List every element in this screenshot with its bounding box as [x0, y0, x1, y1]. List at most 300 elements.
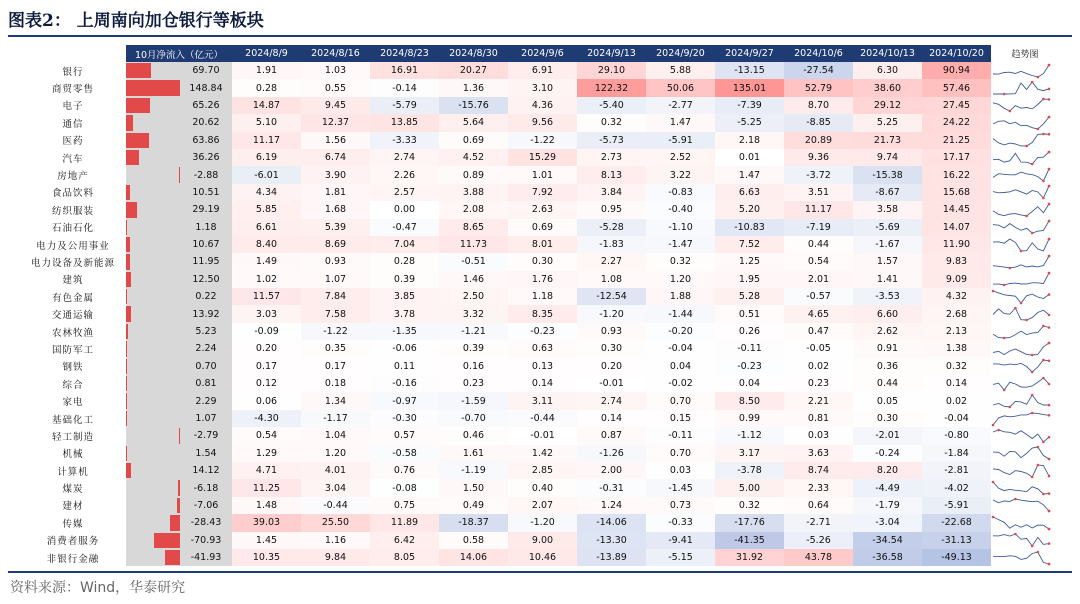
week-value: 3.03 — [232, 305, 301, 322]
week-value: -1.10 — [646, 219, 715, 236]
trend-sparkline-cell — [991, 97, 1059, 114]
sector-label: 国防军工 — [51, 344, 94, 356]
flow-value: 2.24 — [180, 340, 232, 357]
flow-bar-cell — [126, 114, 180, 131]
trend-sparkline — [991, 411, 1051, 427]
flow-value: -6.18 — [180, 479, 232, 496]
sparkline-point — [1048, 255, 1051, 258]
week-value: -0.06 — [370, 340, 439, 357]
week-value: 2.13 — [922, 323, 991, 340]
week-value: 2.62 — [853, 323, 922, 340]
sparkline-point — [1042, 359, 1045, 362]
week-value: 3.32 — [439, 305, 508, 322]
week-value: 10.46 — [508, 549, 577, 566]
week-value: 122.32 — [577, 79, 646, 96]
week-value: 6.60 — [853, 305, 922, 322]
week-value: 9.74 — [853, 149, 922, 166]
trend-sparkline — [991, 97, 1051, 113]
table-row — [20, 219, 1059, 236]
trend-sparkline — [991, 515, 1051, 531]
week-value: 8.35 — [508, 305, 577, 322]
week-value: 4.32 — [922, 288, 991, 305]
flow-value: 11.95 — [180, 253, 232, 270]
flow-header: 10月净流入（亿元） — [126, 45, 232, 62]
week-value: 0.02 — [922, 392, 991, 409]
week-value: 21.25 — [922, 132, 991, 149]
trend-sparkline — [991, 550, 1051, 566]
trend-sparkline-cell — [991, 79, 1059, 96]
week-value: 0.13 — [508, 358, 577, 375]
week-value: -0.57 — [784, 288, 853, 305]
sparkline-line — [993, 273, 1049, 285]
week-value: -0.01 — [508, 427, 577, 444]
week-value: 0.30 — [508, 253, 577, 270]
flow-value: 0.81 — [180, 375, 232, 392]
trend-sparkline-cell — [991, 479, 1059, 496]
flow-bar-cell — [126, 184, 180, 201]
flow-bar-cell — [126, 479, 180, 496]
week-value: 21.73 — [853, 132, 922, 149]
week-value: 2.26 — [370, 166, 439, 183]
week-value: 16.22 — [922, 166, 991, 183]
trend-sparkline-cell — [991, 358, 1059, 375]
flow-bar — [126, 133, 149, 148]
week-value: 3.84 — [577, 184, 646, 201]
week-value: -1.19 — [439, 462, 508, 479]
flow-bar — [179, 167, 180, 182]
flow-bar-cell — [126, 532, 180, 549]
flow-bar — [126, 150, 139, 165]
table-row — [20, 340, 1059, 357]
trend-sparkline-cell — [991, 219, 1059, 236]
trend-sparkline-cell — [991, 323, 1059, 340]
week-value: 0.00 — [370, 201, 439, 218]
week-value: -1.26 — [577, 445, 646, 462]
sparkline-point — [1003, 284, 1006, 287]
week-value: 1.47 — [646, 114, 715, 131]
trend-sparkline-cell — [991, 201, 1059, 218]
sparkline-point — [1048, 382, 1051, 385]
week-value: 7.84 — [301, 288, 370, 305]
week-value: -0.05 — [784, 340, 853, 357]
week-value: 0.06 — [232, 392, 301, 409]
week-value: 1.81 — [301, 184, 370, 201]
table-row — [20, 62, 1059, 79]
flow-bar-cell — [126, 497, 180, 514]
week-value: 3.88 — [439, 184, 508, 201]
flow-value: 0.70 — [180, 358, 232, 375]
week-value: 29.10 — [577, 62, 646, 79]
trend-sparkline — [991, 497, 1051, 513]
week-value: 3.10 — [508, 79, 577, 96]
sparkline-point — [1048, 99, 1051, 102]
week-value: 52.79 — [784, 79, 853, 96]
flow-bar-cell — [126, 410, 180, 427]
week-value: -0.58 — [370, 445, 439, 462]
week-value: -7.39 — [715, 97, 784, 114]
week-value: 0.81 — [784, 410, 853, 427]
week-value: -2.81 — [922, 462, 991, 479]
week-value: -0.23 — [508, 323, 577, 340]
week-value: 1.61 — [439, 445, 508, 462]
week-value: 2.68 — [922, 305, 991, 322]
sparkline-point — [1048, 314, 1051, 317]
sparkline-line — [993, 552, 1049, 564]
sparkline-point — [1037, 550, 1040, 553]
trend-sparkline-cell — [991, 514, 1059, 531]
week-value: -27.54 — [784, 62, 853, 79]
sector-label: 有色金属 — [51, 292, 94, 304]
flow-bar-cell — [126, 323, 180, 340]
week-value: 2.08 — [439, 201, 508, 218]
week-value: 2.33 — [784, 479, 853, 496]
week-value: 5.25 — [853, 114, 922, 131]
week-value: 5.64 — [439, 114, 508, 131]
flow-bar — [154, 533, 180, 548]
flow-bar-cell — [126, 305, 180, 322]
trend-sparkline — [991, 167, 1051, 183]
sparkline-point — [1048, 116, 1051, 119]
trend-sparkline-cell — [991, 392, 1059, 409]
sector-label: 计算机 — [57, 466, 89, 478]
week-value: 1.25 — [715, 253, 784, 270]
week-value: 11.57 — [232, 288, 301, 305]
sparkline-point — [1048, 360, 1051, 363]
week-value: -1.22 — [301, 323, 370, 340]
week-value: 10.35 — [232, 549, 301, 566]
sector-label: 钢铁 — [62, 362, 84, 374]
flow-bar — [126, 359, 127, 374]
table-row — [20, 132, 1059, 149]
trend-sparkline-cell — [991, 253, 1059, 270]
flow-bar-cell — [126, 375, 180, 392]
week-header: 2024/9/20 — [646, 45, 715, 62]
sparkline-point — [1031, 371, 1034, 374]
flow-bar — [126, 254, 130, 269]
week-value: 3.11 — [508, 392, 577, 409]
week-value: 2.50 — [439, 288, 508, 305]
week-value: 0.70 — [646, 445, 715, 462]
sector-label: 轻工制造 — [51, 431, 94, 443]
sparkline-line — [993, 239, 1049, 251]
week-value: 2.18 — [715, 132, 784, 149]
week-header: 2024/9/6 — [508, 45, 577, 62]
week-value: 0.44 — [784, 236, 853, 253]
trend-sparkline-cell — [991, 149, 1059, 166]
flow-bar — [126, 446, 127, 461]
week-header: 2024/8/30 — [439, 45, 508, 62]
sparkline-point — [1031, 411, 1034, 414]
week-value: -4.49 — [853, 479, 922, 496]
week-value: 0.70 — [646, 392, 715, 409]
sector-label: 电力设备及新能源 — [30, 257, 115, 269]
trend-sparkline-cell — [991, 288, 1059, 305]
table-row — [20, 532, 1059, 549]
table-row — [20, 392, 1059, 409]
week-value: 0.11 — [370, 358, 439, 375]
week-value: 0.20 — [577, 358, 646, 375]
flow-value: 12.50 — [180, 271, 232, 288]
week-value: 0.20 — [232, 340, 301, 357]
week-value: -0.70 — [439, 410, 508, 427]
flow-value: 36.26 — [180, 149, 232, 166]
trend-sparkline-cell — [991, 305, 1059, 322]
flow-value: 1.54 — [180, 445, 232, 462]
week-value: -2.71 — [784, 514, 853, 531]
flow-bar-cell — [126, 271, 180, 288]
week-value: 7.04 — [370, 236, 439, 253]
trend-sparkline — [991, 532, 1051, 548]
week-value: 1.41 — [853, 271, 922, 288]
week-value: 1.24 — [577, 497, 646, 514]
trend-sparkline-cell — [991, 340, 1059, 357]
title-rule — [8, 35, 1072, 37]
week-value: 1.29 — [232, 445, 301, 462]
week-value: 4.71 — [232, 462, 301, 479]
sparkline-line — [993, 343, 1049, 355]
week-value: -1.84 — [922, 445, 991, 462]
flow-bar-cell — [126, 358, 180, 375]
week-value: 6.74 — [301, 149, 370, 166]
week-value: 3.17 — [715, 445, 784, 462]
sector-label: 医药 — [62, 136, 84, 148]
week-value: 0.17 — [232, 358, 301, 375]
week-value: -0.83 — [646, 184, 715, 201]
week-value: 7.92 — [508, 184, 577, 201]
week-value: 3.58 — [853, 201, 922, 218]
week-value: -18.37 — [439, 514, 508, 531]
sector-label: 汽车 — [62, 153, 84, 165]
sector-label: 基础化工 — [51, 414, 94, 426]
week-value: 8.20 — [853, 462, 922, 479]
flow-bar-cell — [126, 201, 180, 218]
sparkline-point — [1048, 342, 1051, 345]
week-value: -0.31 — [577, 479, 646, 496]
week-value: 15.29 — [508, 149, 577, 166]
week-value: 6.19 — [232, 149, 301, 166]
week-value: 14.07 — [922, 219, 991, 236]
week-header: 2024/10/6 — [784, 45, 853, 62]
week-value: 14.45 — [922, 201, 991, 218]
page-title: 图表2： 上周南向加仓银行等板块 — [8, 11, 264, 31]
flow-value: -70.93 — [180, 532, 232, 549]
week-value: 9.84 — [301, 549, 370, 566]
trend-sparkline-cell — [991, 375, 1059, 392]
week-value: 6.30 — [853, 62, 922, 79]
week-value: 0.02 — [784, 358, 853, 375]
flow-bar-cell — [126, 514, 180, 531]
table-row — [20, 114, 1059, 131]
table-row — [20, 514, 1059, 531]
week-value: 0.32 — [922, 358, 991, 375]
sparkline-point — [1042, 98, 1045, 101]
flow-value: 63.86 — [180, 132, 232, 149]
week-value: 1.57 — [853, 253, 922, 270]
week-value: -36.58 — [853, 549, 922, 566]
sparkline-point — [1048, 272, 1051, 275]
week-value: 5.00 — [715, 479, 784, 496]
week-value: 0.15 — [646, 410, 715, 427]
week-value: 0.91 — [853, 340, 922, 357]
week-value: -5.26 — [784, 532, 853, 549]
week-value: 31.92 — [715, 549, 784, 566]
sparkline-point — [1014, 307, 1017, 310]
table-row — [20, 427, 1059, 444]
flow-bar — [126, 202, 137, 217]
header-row — [20, 45, 1059, 62]
week-value: 1.34 — [301, 392, 370, 409]
week-value: -6.01 — [232, 166, 301, 183]
sparkline-point — [992, 423, 995, 426]
trend-sparkline — [991, 184, 1051, 200]
flow-bar-cell — [126, 462, 180, 479]
week-value: -1.83 — [577, 236, 646, 253]
week-value: -5.40 — [577, 97, 646, 114]
flow-bar — [126, 463, 131, 478]
trend-sparkline — [991, 445, 1051, 461]
week-value: -12.54 — [577, 288, 646, 305]
week-value: 6.91 — [508, 62, 577, 79]
sparkline-point — [1042, 441, 1045, 444]
flow-value: 65.26 — [180, 97, 232, 114]
week-value: 0.58 — [439, 532, 508, 549]
sparkline-point — [1048, 543, 1051, 546]
week-value: 2.07 — [508, 497, 577, 514]
sparkline-point — [1025, 215, 1028, 218]
week-value: 0.93 — [577, 323, 646, 340]
week-value: -0.33 — [646, 514, 715, 531]
trend-sparkline — [991, 132, 1051, 148]
sparkline-point — [1048, 168, 1051, 171]
flow-bar-cell — [126, 219, 180, 236]
week-value: 1.76 — [508, 271, 577, 288]
week-value: -0.23 — [715, 358, 784, 375]
week-value: -7.19 — [784, 219, 853, 236]
sparkline-point — [1042, 493, 1045, 496]
week-value: -1.47 — [646, 236, 715, 253]
sector-label: 非银行金融 — [46, 553, 100, 565]
week-value: 0.55 — [301, 79, 370, 96]
sparkline-line — [993, 204, 1049, 216]
week-value: -4.30 — [232, 410, 301, 427]
week-value: 38.60 — [853, 79, 922, 96]
week-value: -31.13 — [922, 532, 991, 549]
week-value: 1.16 — [301, 532, 370, 549]
sector-label: 食品饮料 — [51, 188, 94, 200]
week-value: -0.04 — [646, 340, 715, 357]
flow-value: 5.23 — [180, 323, 232, 340]
trend-sparkline — [991, 324, 1051, 340]
sparkline-line — [993, 326, 1049, 338]
sparkline-line — [993, 534, 1049, 546]
table-row — [20, 375, 1059, 392]
flow-value: 148.84 — [180, 79, 232, 96]
week-value: -5.28 — [577, 219, 646, 236]
trend-sparkline-cell — [991, 166, 1059, 183]
week-value: 0.39 — [439, 340, 508, 357]
trend-sparkline — [991, 150, 1051, 166]
week-value: -1.59 — [439, 392, 508, 409]
week-value: 1.03 — [301, 62, 370, 79]
table-row — [20, 305, 1059, 322]
week-value: 0.89 — [439, 166, 508, 183]
sparkline-point — [1031, 475, 1034, 478]
week-value: 9.45 — [301, 97, 370, 114]
flow-value: 69.70 — [180, 62, 232, 79]
table-row — [20, 479, 1059, 496]
week-value: -5.69 — [853, 219, 922, 236]
sparkline-point — [1042, 197, 1045, 200]
flow-value: 1.07 — [180, 410, 232, 427]
flow-value: 10.67 — [180, 236, 232, 253]
week-value: -0.24 — [853, 445, 922, 462]
sparkline-line — [993, 221, 1049, 233]
trend-sparkline — [991, 289, 1051, 305]
week-value: -3.72 — [784, 166, 853, 183]
week-value: 0.30 — [853, 410, 922, 427]
week-value: 5.10 — [232, 114, 301, 131]
flow-bar-cell — [126, 392, 180, 409]
flow-bar-cell — [126, 166, 180, 183]
table-row — [20, 358, 1059, 375]
week-value: -34.54 — [853, 532, 922, 549]
sparkline-point — [1042, 180, 1045, 183]
sparkline-line — [993, 482, 1049, 494]
week-value: 0.01 — [715, 149, 784, 166]
week-value: 1.01 — [508, 166, 577, 183]
trend-sparkline — [991, 428, 1051, 444]
week-value: -13.89 — [577, 549, 646, 566]
sparkline-point — [1031, 354, 1034, 357]
flow-bar — [170, 515, 180, 530]
week-value: 0.14 — [577, 410, 646, 427]
table-body — [20, 62, 1059, 566]
trend-sparkline-cell — [991, 132, 1059, 149]
sector-label: 机械 — [62, 449, 84, 461]
week-value: 0.99 — [715, 410, 784, 427]
week-value: 3.04 — [301, 479, 370, 496]
week-value: -15.38 — [853, 166, 922, 183]
week-value: 0.76 — [370, 462, 439, 479]
sector-label: 石油石化 — [51, 223, 94, 235]
sparkline-point — [1037, 128, 1040, 131]
week-value: 1.95 — [715, 271, 784, 288]
sparkline-point — [1009, 406, 1012, 409]
week-value: 2.01 — [784, 271, 853, 288]
flow-bar-cell — [126, 79, 180, 96]
week-value: -1.67 — [853, 236, 922, 253]
week-value: 0.40 — [508, 479, 577, 496]
week-value: -5.25 — [715, 114, 784, 131]
flow-bar — [126, 289, 127, 304]
sparkline-point — [1003, 93, 1006, 96]
week-value: 0.28 — [232, 79, 301, 96]
week-value: 11.90 — [922, 236, 991, 253]
week-value: 7.58 — [301, 305, 370, 322]
week-value: 2.57 — [370, 184, 439, 201]
week-value: 0.14 — [508, 375, 577, 392]
week-value: -0.97 — [370, 392, 439, 409]
trend-sparkline-cell — [991, 445, 1059, 462]
week-value: 1.42 — [508, 445, 577, 462]
sparkline-point — [992, 481, 995, 484]
week-value: 7.52 — [715, 236, 784, 253]
week-value: -3.78 — [715, 462, 784, 479]
week-value: 0.39 — [370, 271, 439, 288]
week-value: 0.17 — [301, 358, 370, 375]
week-value: 0.23 — [439, 375, 508, 392]
week-value: 1.18 — [508, 288, 577, 305]
